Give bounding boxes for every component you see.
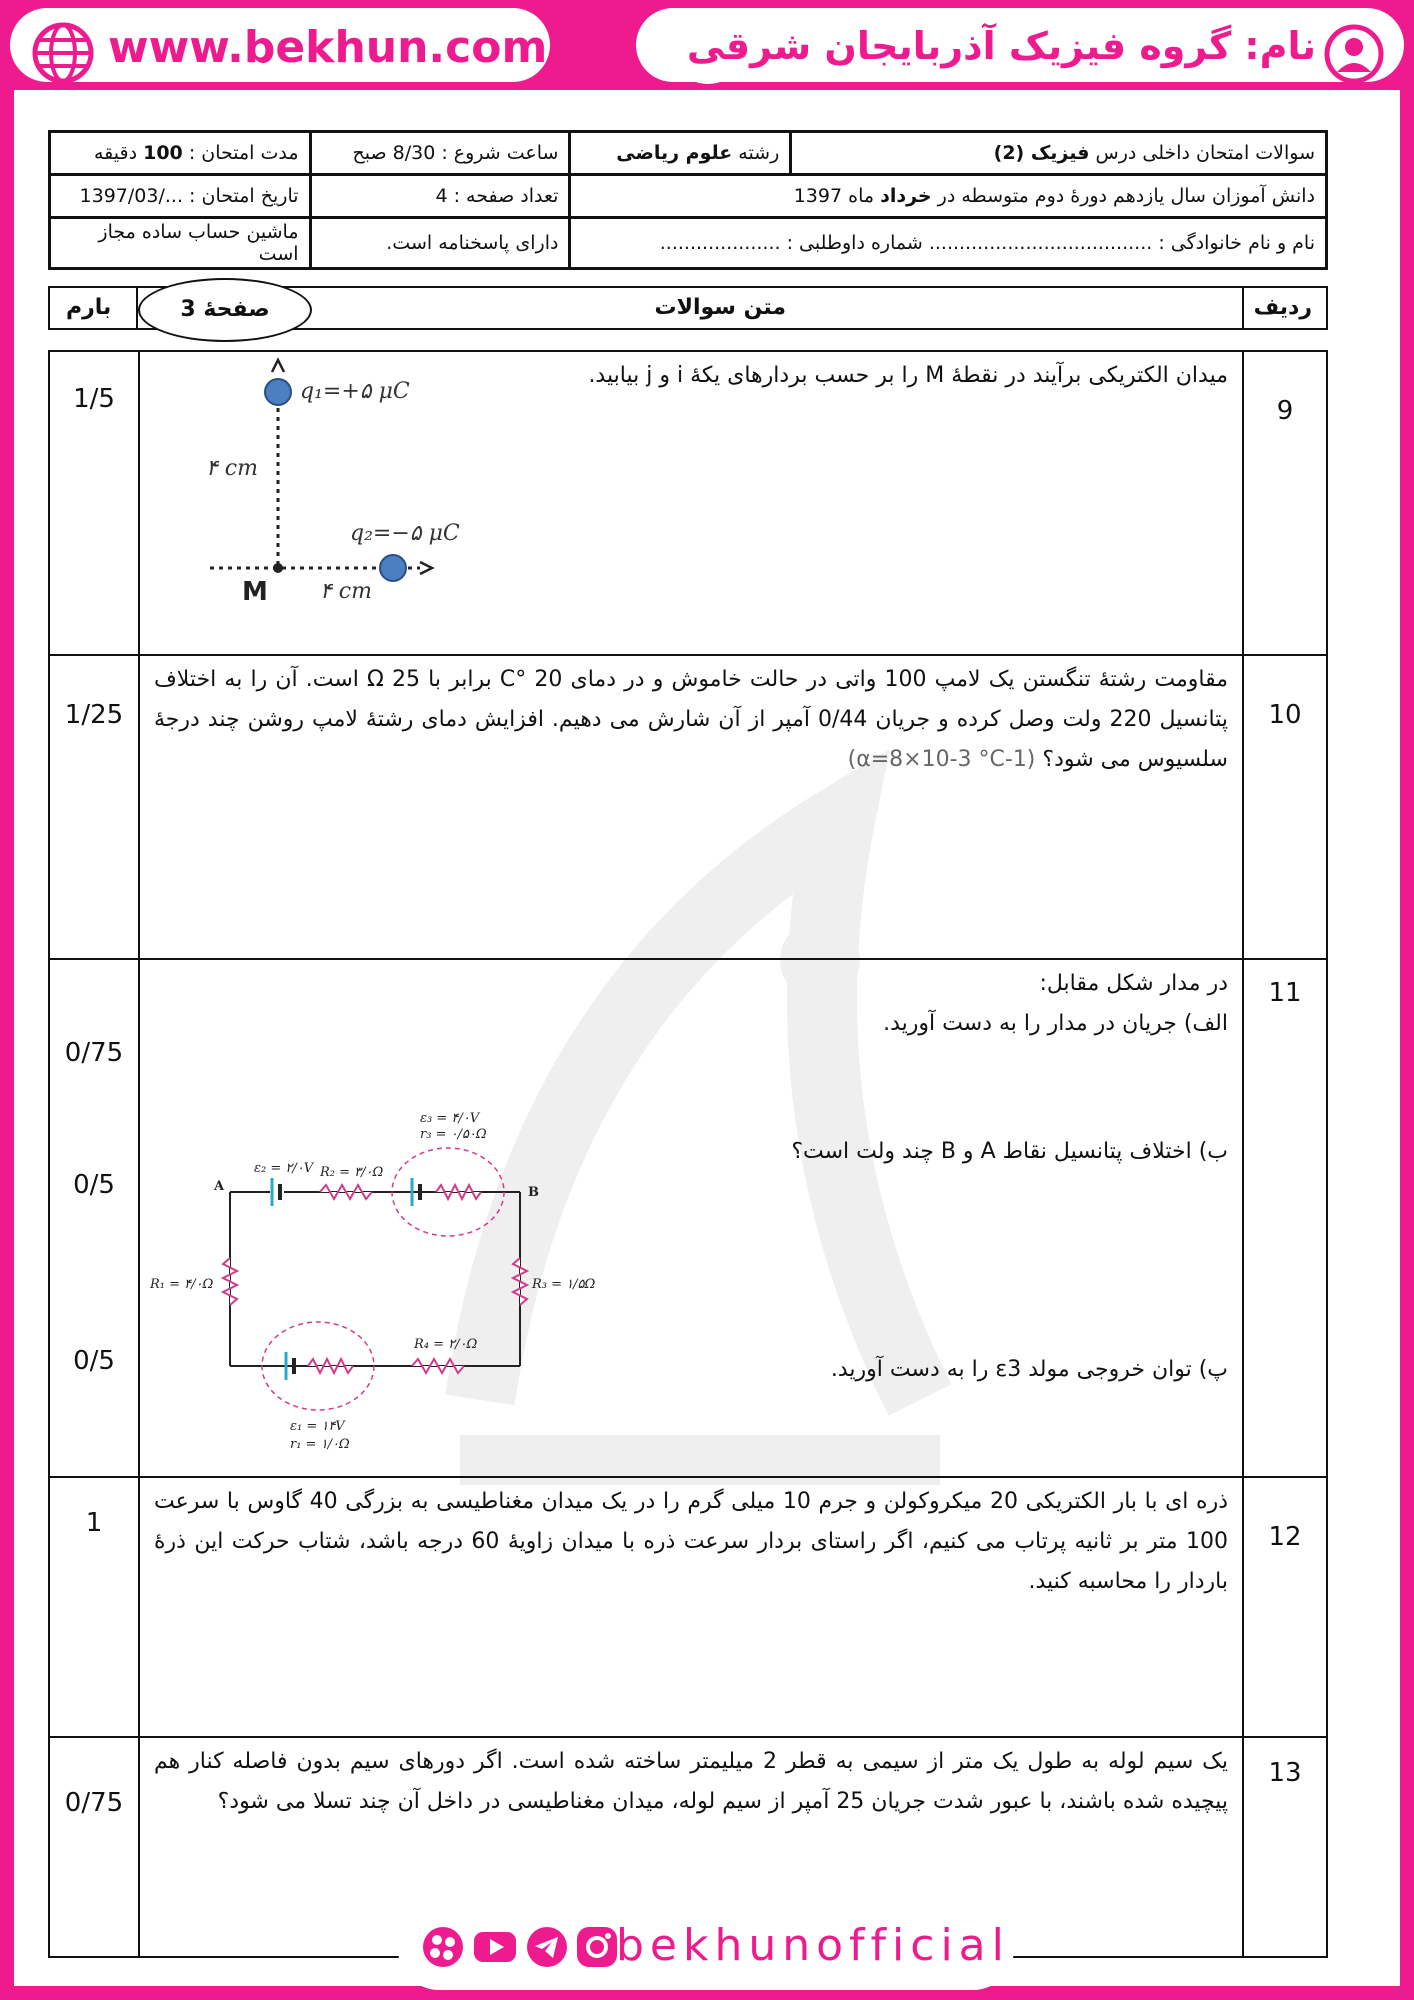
question-number: 11: [1242, 960, 1326, 1476]
r3-internal-label: r₃ = ۰/۵۰Ω: [420, 1127, 487, 1142]
r3-label: R₃ = ۱/۵Ω: [532, 1277, 596, 1292]
question-text: [154, 964, 1228, 1044]
q2-label: q₂=−۵ μC: [350, 521, 460, 546]
title-pill: [636, 8, 1404, 82]
answer-sheet-note: دارای پاسخنامه است.: [310, 218, 570, 269]
question-number: 9: [1242, 350, 1326, 654]
score-label: بارم: [66, 295, 112, 320]
questions-header: [48, 286, 1328, 330]
e1-label: ε₁ = ۱۴V: [290, 1419, 345, 1434]
distance-horizontal: ۴ cm: [320, 579, 372, 604]
question-number: 13: [1242, 1738, 1326, 1956]
brand-bar: [0, 0, 1414, 90]
e2-label: ε₂ = ۲/۰V: [254, 1161, 314, 1176]
exam-date: تاریخ امتحان : .../1397/03: [50, 175, 311, 218]
question-scores: [50, 960, 140, 1476]
course-cell: سوالات امتحان داخلی درس فیزیک (2): [791, 132, 1327, 175]
charge-q2: [380, 555, 406, 581]
score-part-a: 0/75: [64, 1038, 124, 1068]
social-handle[interactable]: bekhunofficial: [616, 1920, 1010, 1971]
circuit-figure: [150, 1080, 670, 1450]
alpha-value: (α=8×10-3 °C-1): [847, 747, 1036, 772]
question-score: 1: [50, 1478, 140, 1736]
e3-label: ε₃ = ۴/۰V: [420, 1111, 480, 1126]
aparat-icon[interactable]: [420, 1924, 466, 1970]
youtube-icon[interactable]: [472, 1924, 518, 1970]
part-b-text: ب) اختلاف پتانسیل نقاط A و B چند ولت است؟: [791, 1139, 1228, 1164]
r2-label: R₂ = ۳/۰Ω: [320, 1165, 384, 1180]
r1-internal-label: r₁ = ۱/۰Ω: [290, 1437, 350, 1450]
calculator-note: ماشین حساب ساده مجاز است: [50, 218, 311, 269]
user-icon: [1324, 24, 1384, 84]
r1-label: R₁ = ۴/۰Ω: [150, 1277, 214, 1292]
score-part-b: 0/5: [73, 1170, 115, 1200]
intro-text: در مدار شکل مقابل:: [1039, 971, 1228, 996]
group-title: نام: گروه فیزیک آذربایجان شرقی: [686, 24, 1316, 68]
node-a-label: A: [214, 1179, 225, 1194]
site-pill[interactable]: [10, 8, 550, 82]
question-score: 0/75: [50, 1738, 140, 1956]
duration-cell: مدت امتحان : 100 دقیقه: [50, 132, 311, 175]
question-number: 12: [1242, 1478, 1326, 1736]
question-score: 1/25: [50, 656, 140, 958]
question-11: [48, 960, 1328, 1478]
question-score: 1/5: [50, 350, 140, 654]
question-text: یک سیم لوله به طول یک متر از سیمی به قطر 2 میلیمتر ساخته شده است. اگر دورهای سیم بدون فاصله کنار هم پیچیده شده باشند، با عبور شدت جریان 25 آمپر از سیم لوله، میدان مغناطیسی در داخل آن چند تسلا می شود؟: [154, 1749, 1228, 1814]
globe-icon: [32, 22, 94, 84]
instagram-icon[interactable]: [574, 1924, 620, 1970]
site-url[interactable]: www.bekhun.com: [108, 22, 548, 73]
distance-vertical: ۴ cm: [206, 456, 258, 481]
charge-q1: [265, 379, 291, 405]
question-text: میدان الکتریکی برآیند در نقطۀ M را بر حسب بردارهای یکۀ i و j بیابید.: [588, 363, 1228, 388]
charges-figure: [150, 350, 510, 640]
r4-label: R₄ = ۲/۰Ω: [414, 1337, 478, 1352]
question-text: ذره ای با بار الکتریکی 20 میکروکولن و جرم 10 میلی گرم را در یک میدان مغناطیسی به بزرگی 40 گاوس با سرعت 100 متر بر ثانیه پرتاب می کنیم، اگر راستای بردار سرعت ذره با میدان زاویۀ 60 درجه باشد، شتاب حرکت این ذرۀ باردار را محاسبه کنید.: [154, 1489, 1228, 1594]
q1-label: q₁=+۵ μC: [300, 379, 410, 404]
name-field[interactable]: نام و نام خانوادگی : ..................................... شماره داوطلبی : ....................: [570, 218, 1327, 269]
node-b-label: B: [528, 1185, 539, 1200]
part-a-text: الف) جریان در مدار را به دست آورید.: [883, 1011, 1228, 1036]
exam-info-table: [48, 130, 1328, 270]
page-label: صفحۀ 3: [138, 278, 312, 342]
start-time: ساعت شروع : 8/30 صبح: [310, 132, 570, 175]
text-label: متن سوالات: [654, 295, 786, 320]
students-cell: دانش آموزان سال یازدهم دورۀ دوم متوسطه در خرداد ماه 1397: [570, 175, 1327, 218]
point-m: [273, 563, 283, 573]
point-m-label: M: [242, 577, 268, 607]
field-cell: رشته علوم ریاضی: [570, 132, 791, 175]
question-12: [48, 1478, 1328, 1738]
page-count: تعداد صفحه : 4: [310, 175, 570, 218]
telegram-icon[interactable]: [524, 1924, 570, 1970]
question-number: 10: [1242, 656, 1326, 958]
row-label: ردیف: [1253, 295, 1312, 320]
question-9: [48, 350, 1328, 656]
part-c-text: پ) توان خروجی مولد ε3 را به دست آورید.: [830, 1357, 1228, 1382]
score-part-c: 0/5: [73, 1346, 115, 1376]
social-bar[interactable]: [398, 1908, 1014, 1990]
question-text: مقاومت رشتۀ تنگستن یک لامپ 100 واتی در حالت خاموش و در دمای 20 °C برابر با 25 Ω است. آن را به اختلاف پتانسیل 220 ولت وصل کرده و جریان 0/44 آمپر از آن شارش می دهیم. افزایش دمای رشتۀ لامپ روشن چند درجۀ سلسیوس می شود؟ (α=8×10-3 °C-1): [154, 667, 1229, 772]
question-10: [48, 656, 1328, 960]
